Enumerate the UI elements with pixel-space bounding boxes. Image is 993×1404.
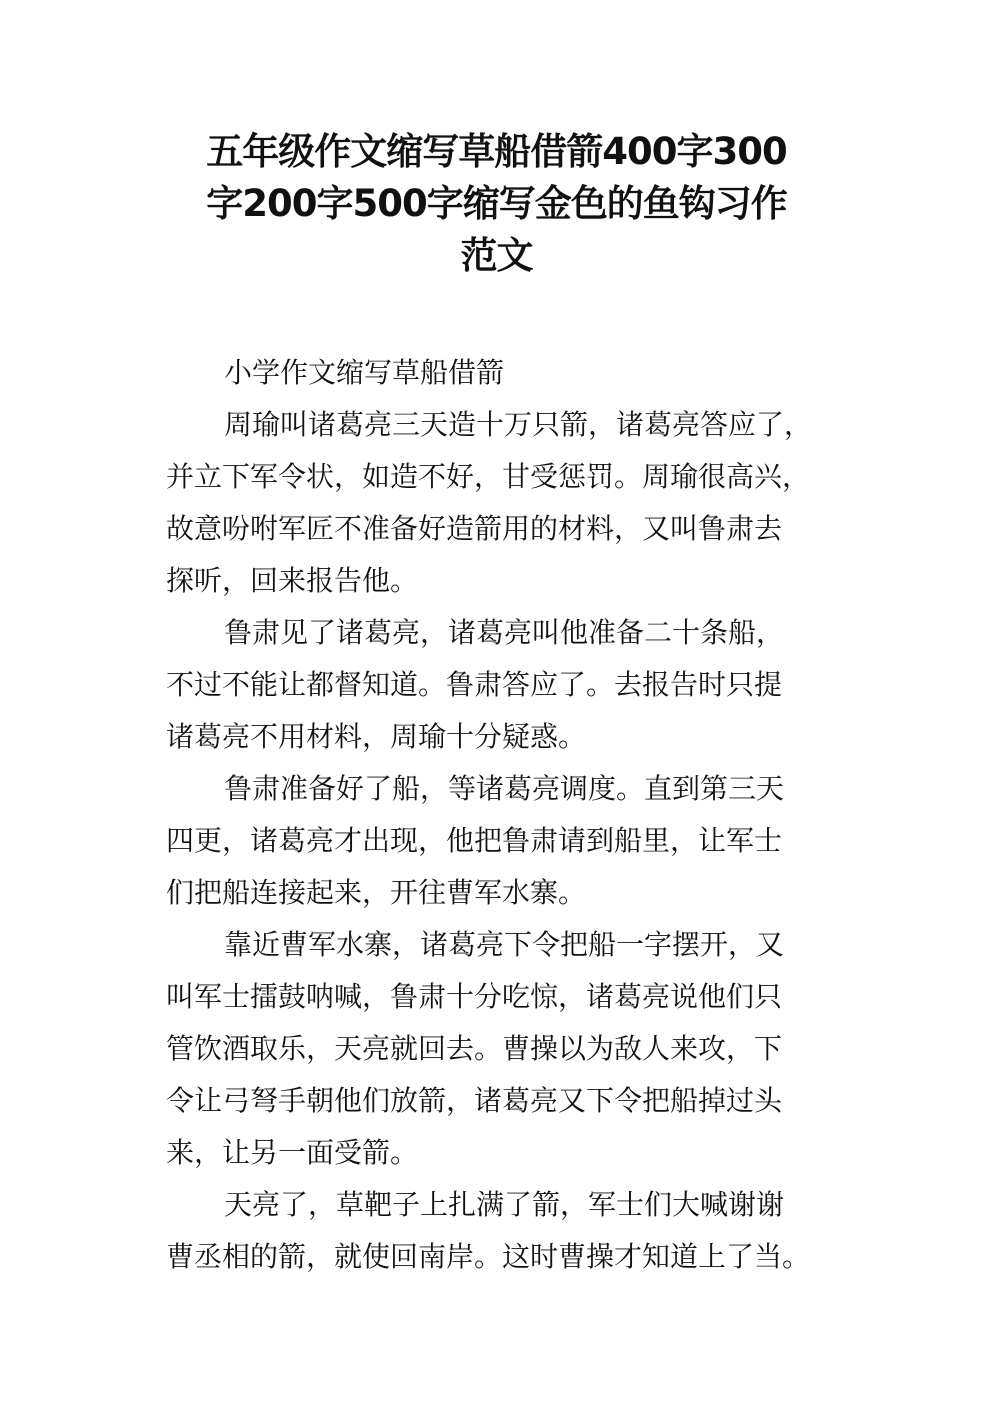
title-line: 五年级作文缩写草船借箭400字300: [206, 130, 787, 173]
paragraph: [166, 399, 846, 607]
paragraph-line: 四更，诸葛亮才出现，他把鲁肃请到船里，让军士: [166, 824, 783, 857]
title-line: 字200字500字缩写金色的鱼钩习作: [206, 182, 787, 225]
paragraph-line: 曹丞相的箭，就使回南岸。这时曹操才知道上了当。: [166, 1240, 811, 1273]
paragraph-line: 周瑜叫诸葛亮三天造十万只箭，诸葛亮答应了，: [224, 408, 813, 441]
paragraph-line: 鲁肃准备好了船，等诸葛亮调度。直到第三天: [224, 772, 785, 805]
paragraph-line: 管饮酒取乐，天亮就回去。曹操以为敌人来攻，下: [166, 1032, 783, 1065]
paragraph: [166, 607, 846, 763]
paragraph-line: 靠近曹军水寨，诸葛亮下令把船一字摆开，又: [224, 928, 785, 961]
paragraph-line: 天亮了，草靶子上扎满了箭，军士们大喊谢谢: [224, 1188, 785, 1221]
paragraph-line: 并立下军令状，如造不好，甘受惩罚。周瑜很高兴，: [166, 460, 811, 493]
paragraph-line: 们把船连接起来，开往曹军水寨。: [166, 876, 587, 909]
paragraph-line: 来，让另一面受箭。: [166, 1136, 419, 1169]
paragraph-line: 故意吩咐军匠不准备好造箭用的材料，又叫鲁肃去: [166, 512, 783, 545]
paragraph-line: 叫军士擂鼓呐喊，鲁肃十分吃惊，诸葛亮说他们只: [166, 980, 783, 1013]
paragraph: [166, 919, 846, 1179]
document-title: [150, 126, 843, 282]
paragraph: [166, 763, 846, 919]
paragraph: [166, 1179, 846, 1283]
paragraph-line: 不过不能让都督知道。鲁肃答应了。去报告时只提: [166, 668, 783, 701]
title-line: 范文: [460, 234, 533, 277]
paragraph-line: 令让弓弩手朝他们放箭，诸葛亮又下令把船掉过头: [166, 1084, 783, 1117]
paragraph-line: 探听，回来报告他。: [166, 564, 419, 597]
paragraph-line: 鲁肃见了诸葛亮，诸葛亮叫他准备二十条船，: [224, 616, 785, 649]
paragraph-line: 诸葛亮不用材料，周瑜十分疑惑。: [166, 720, 587, 753]
section-heading: 小学作文缩写草船借箭: [224, 356, 505, 389]
document-body: [166, 347, 846, 1283]
